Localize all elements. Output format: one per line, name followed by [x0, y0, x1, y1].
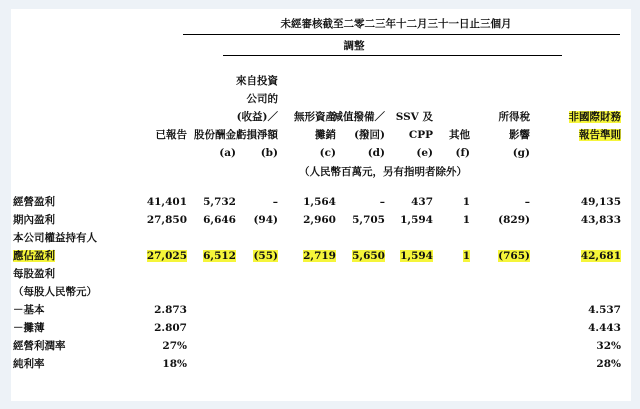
table-cell: 6,646	[203, 214, 236, 226]
table-cell: 2.873	[154, 304, 187, 316]
row-label: －攤薄	[13, 322, 45, 334]
table-cell: 42,681	[580, 250, 621, 262]
table-cell: 18%	[162, 358, 187, 370]
table-cell: 4.537	[588, 304, 621, 316]
column-header-text: 報告準則	[579, 129, 621, 141]
table-cell: 1,594	[400, 214, 433, 226]
column-header-text: 減值撥備／	[332, 111, 385, 123]
column-letter: (b)	[260, 147, 278, 159]
column-header-text: CPP	[408, 129, 433, 141]
table-cell: 49,135	[580, 196, 621, 208]
table-cell: 27%	[162, 340, 187, 352]
table-cell: 28%	[596, 358, 621, 370]
column-header-text: 虧損淨額	[236, 129, 278, 141]
table-cell: 5,650	[352, 250, 385, 262]
row-label: 期內盈利	[13, 214, 55, 226]
table-cell: 5,732	[203, 196, 236, 208]
row-label: 經營利潤率	[13, 340, 66, 352]
column-header-text: 已報告	[155, 129, 187, 141]
column-letter: (d)	[367, 147, 385, 159]
table-cell: 32%	[596, 340, 621, 352]
row-label: 每股盈利	[13, 268, 55, 280]
row-label: 經營盈利	[13, 196, 55, 208]
column-header-text: (撥回)	[354, 129, 385, 141]
table-cell: (94)	[253, 214, 278, 226]
table-cell: 1	[462, 214, 470, 226]
column-header-text: SSV 及	[395, 111, 433, 123]
column-header-text: 其他	[449, 129, 470, 141]
unit-note: （人民幣百萬元，另有指明者除外）	[299, 166, 467, 178]
column-letter: (a)	[219, 147, 236, 159]
table-cell: (55)	[253, 250, 278, 262]
period-title: 未經審核截至二零二三年十二月三十一日止三個月	[280, 18, 512, 30]
table-cell: 5,705	[352, 214, 385, 226]
table-cell: –	[524, 196, 530, 208]
column-letter: (g)	[512, 147, 530, 159]
adjustments-heading: 調整	[343, 40, 365, 52]
row-label: （每股人民幣元）	[13, 286, 97, 298]
table-cell: 41,401	[146, 196, 187, 208]
table-cell: 1	[462, 196, 470, 208]
table-cell: (765)	[498, 250, 530, 262]
adjustments-underline	[223, 55, 562, 56]
row-label: －基本	[13, 304, 45, 316]
row-label: 本公司權益持有人	[13, 232, 97, 244]
row-label: 應佔盈利	[13, 250, 55, 262]
table-cell: 437	[411, 196, 433, 208]
table-cell: 2.807	[154, 322, 187, 334]
column-header-text: 攤銷	[315, 129, 336, 141]
column-header-text: 來自投資	[236, 75, 278, 87]
table-cell: 2,960	[303, 214, 336, 226]
table-cell: –	[379, 196, 385, 208]
table-cell: 27,850	[146, 214, 187, 226]
column-header-text: 無形資產	[294, 111, 336, 123]
row-label: 純利率	[13, 358, 45, 370]
column-header-text: 非國際財務	[568, 111, 621, 123]
table-cell: 1	[462, 250, 470, 262]
table-cell: 27,025	[146, 250, 187, 262]
column-letter: (f)	[455, 147, 470, 159]
column-header-text: 公司的	[246, 93, 278, 105]
column-letter: (c)	[319, 147, 336, 159]
table-cell: 6,512	[203, 250, 236, 262]
table-cell: 1,594	[400, 250, 433, 262]
table-cell: –	[272, 196, 278, 208]
title-underline	[183, 34, 620, 35]
table-cell: 4.443	[588, 322, 621, 334]
column-letter: (e)	[416, 147, 433, 159]
column-header-text: 影響	[509, 129, 530, 141]
column-header-text: 股份酬金	[194, 129, 236, 141]
table-cell: (829)	[498, 214, 530, 226]
column-header-text: (收益)／	[236, 111, 278, 123]
column-header-text: 所得稅	[498, 111, 530, 123]
table-cell: 2,719	[303, 250, 336, 262]
financial-reconciliation-table	[11, 9, 631, 401]
table-cell: 43,833	[580, 214, 621, 226]
table-cell: 1,564	[303, 196, 336, 208]
